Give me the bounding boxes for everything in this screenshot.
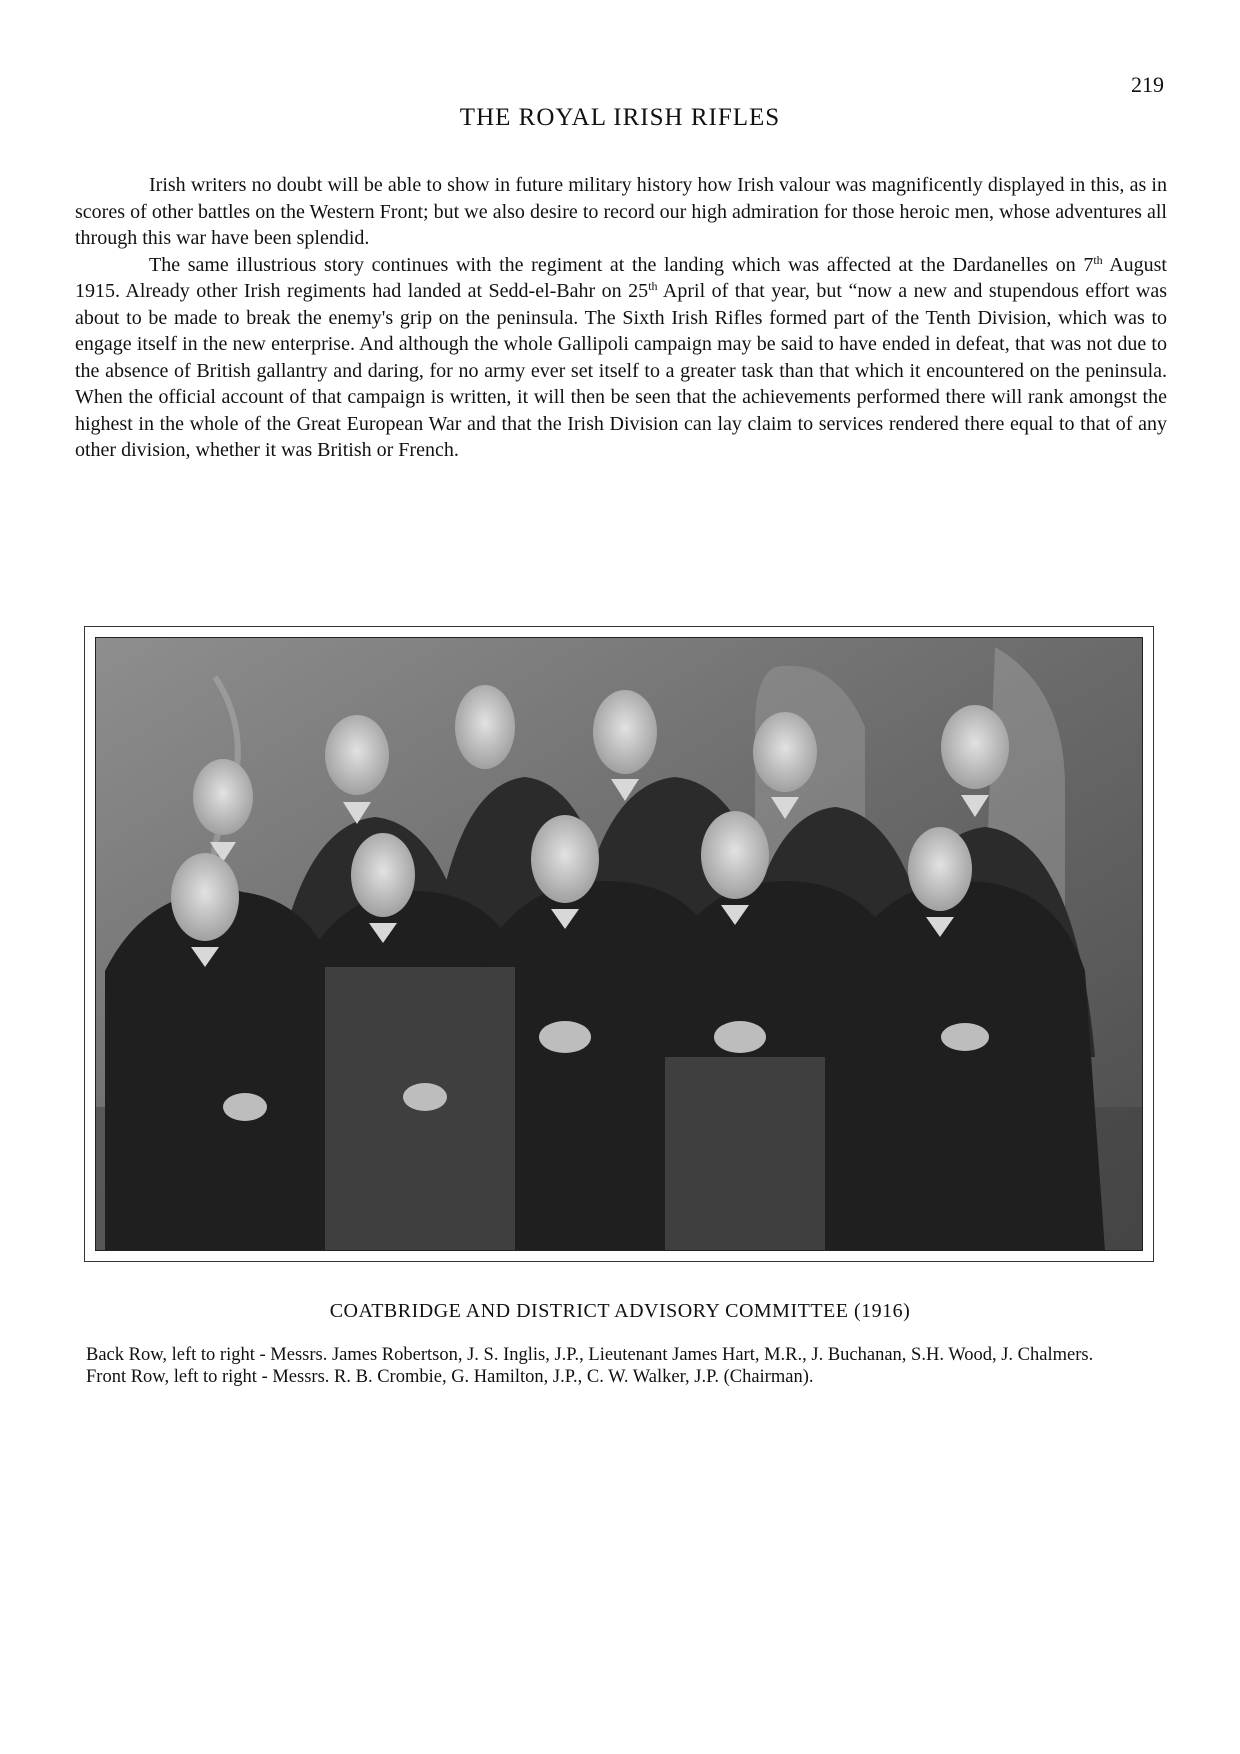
running-head: THE ROYAL IRISH RIFLES xyxy=(459,104,781,131)
front-row-names: Front Row, left to right - Messrs. R. B. Crombie, G. Hamilton, J.P., C. W. Walker, J.P. (Chairman). xyxy=(86,1367,814,1387)
caption-names xyxy=(86,1344,1166,1388)
ordinal-suffix: th xyxy=(648,279,658,293)
paragraph-2-part-c: April of that year, but “now a new and stupendous effort was about to be made to break the enemy's grip on the peninsula. The Sixth Irish Rifles formed part of the Tenth Division, which was to engage itself in the new enterprise. And although the whole Gallipoli campaign may be said to have ended in defeat, that was not due to the absence of British gallantry and daring, for no army ever set itself to a greater task than that which it encountered on the peninsula. When the official account of that campaign is written, it will then be seen that the achievements performed there will rank amongst the highest in the whole of the Great European War and that the Irish Division can lay claim to services rendered there equal to that of any other division, whether it was British or French. xyxy=(75,280,1168,461)
page-number: 219 xyxy=(1131,72,1164,97)
paragraph-1: Irish writers no doubt will be able to show in future military history how Irish valour was magnificently displayed in this, as in scores of other battles on the Western Front; but we also desire to record our high admiration for those heroic men, whose adventures all through this war have been splendid. xyxy=(75,174,1167,249)
body-text xyxy=(75,172,1167,464)
caption-title: COATBRIDGE AND DISTRICT ADVISORY COMMITTEE (1916) xyxy=(329,1300,911,1322)
ordinal-suffix: th xyxy=(1093,252,1103,267)
photo-frame xyxy=(84,626,1154,1262)
paragraph-2-part-a: The same illustrious story continues with the regiment at the landing which was affected at the Dardanelles on 7 xyxy=(149,253,1094,276)
group-photograph xyxy=(95,637,1143,1251)
paragraph-2 xyxy=(75,252,1167,464)
paragraph-2-part-b: August 1915. Already other Irish regiments had landed at Sedd-el-Bahr on 25 xyxy=(75,253,1167,302)
back-row-names: Back Row, left to right - Messrs. James Robertson, J. S. Inglis, J.P., Lieutenant James Hart, M.R., J. Buchanan, S.H. Wood, J. Chalmers. xyxy=(86,1345,1094,1365)
